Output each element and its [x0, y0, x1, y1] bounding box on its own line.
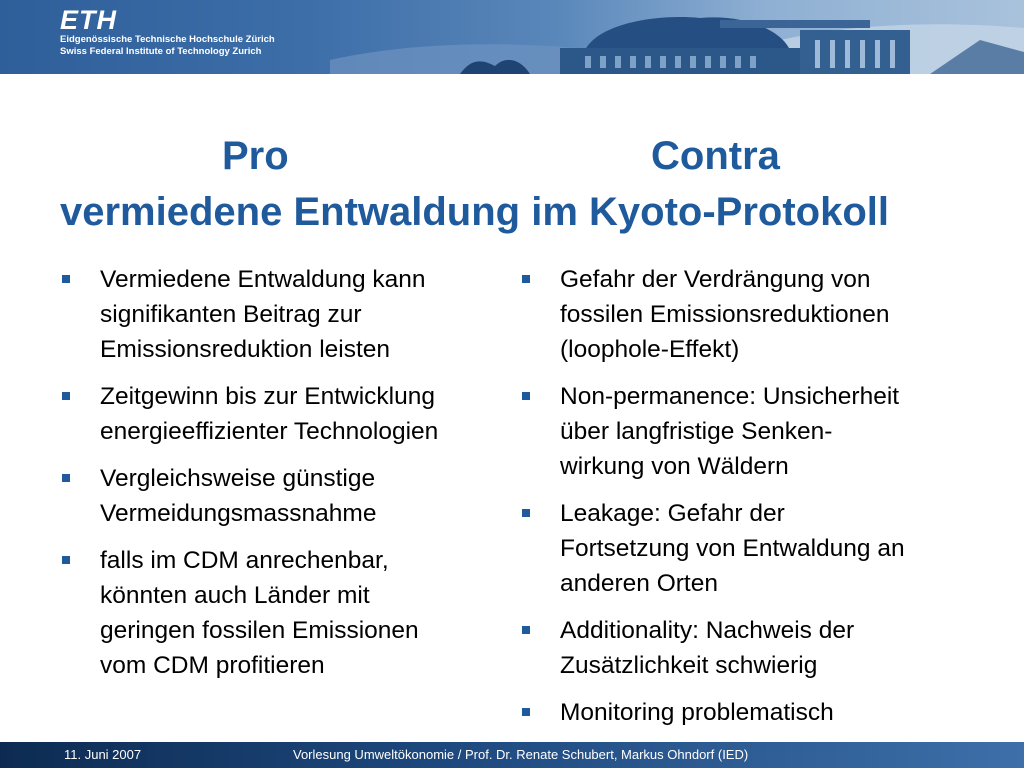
bullet-square-icon [522, 708, 530, 716]
pro-item-text: Zeitgewinn bis zur Entwicklung energieeffizienter Technologien [100, 383, 439, 445]
title-contra: Contra [651, 134, 780, 178]
contra-item [520, 379, 980, 484]
contra-item-text: Leakage: Gefahr der Fortsetzung von Entwaldung an anderen Orten [560, 500, 905, 597]
pro-item [60, 461, 500, 531]
footer-date: 11. Juni 2007 [64, 747, 142, 762]
contra-item [520, 496, 980, 601]
contra-list [520, 262, 980, 742]
logo-line-2: Swiss Federal Institute of Technology Zurich [60, 46, 262, 57]
contra-item [520, 613, 980, 683]
footer-bar [0, 742, 1024, 768]
logo-line-1: Eidgenössische Technische Hochschule Zürich [60, 34, 275, 45]
footer-credit: Vorlesung Umweltökonomie / Prof. Dr. Renate Schubert, Markus Ohndorf (IED) [293, 747, 749, 762]
bullet-square-icon [522, 509, 530, 517]
title-subtitle: vermiedene Entwaldung im Kyoto-Protokoll [60, 190, 889, 234]
header-banner [0, 0, 1024, 74]
pro-item-text: Vergleichsweise günstige Vermeidungsmassnahme [100, 465, 377, 527]
contra-item-text: Non-permanence: Unsicherheit über langfristige Senken- wirkung von Wäldern [560, 383, 900, 480]
bullet-square-icon [62, 392, 70, 400]
contra-item-text: Additionality: Nachweis der Zusätzlichkeit schwierig [560, 617, 855, 679]
pro-list [60, 262, 500, 695]
pro-item [60, 543, 500, 683]
logo-mark: ETH [60, 5, 117, 35]
eth-logo [60, 6, 275, 58]
contra-item [520, 695, 980, 730]
pro-item [60, 379, 500, 449]
contra-item-text: Gefahr der Verdrängung von fossilen Emissionsreduktionen (loophole-Effekt) [560, 266, 890, 363]
title-pro: Pro [222, 134, 289, 178]
bullet-square-icon [522, 392, 530, 400]
pro-item [60, 262, 500, 367]
pro-item-text: falls im CDM anrechenbar, könnten auch Länder mit geringen fossilen Emissionen vom CDM profitieren [100, 547, 419, 679]
contra-item-text: Monitoring problematisch [560, 699, 834, 726]
bullet-square-icon [62, 556, 70, 564]
bullet-square-icon [62, 275, 70, 283]
contra-item [520, 262, 980, 367]
pro-item-text: Vermiedene Entwaldung kann signifikanten Beitrag zur Emissionsreduktion leisten [100, 266, 426, 363]
bullet-square-icon [522, 626, 530, 634]
bullet-square-icon [522, 275, 530, 283]
bullet-square-icon [62, 474, 70, 482]
